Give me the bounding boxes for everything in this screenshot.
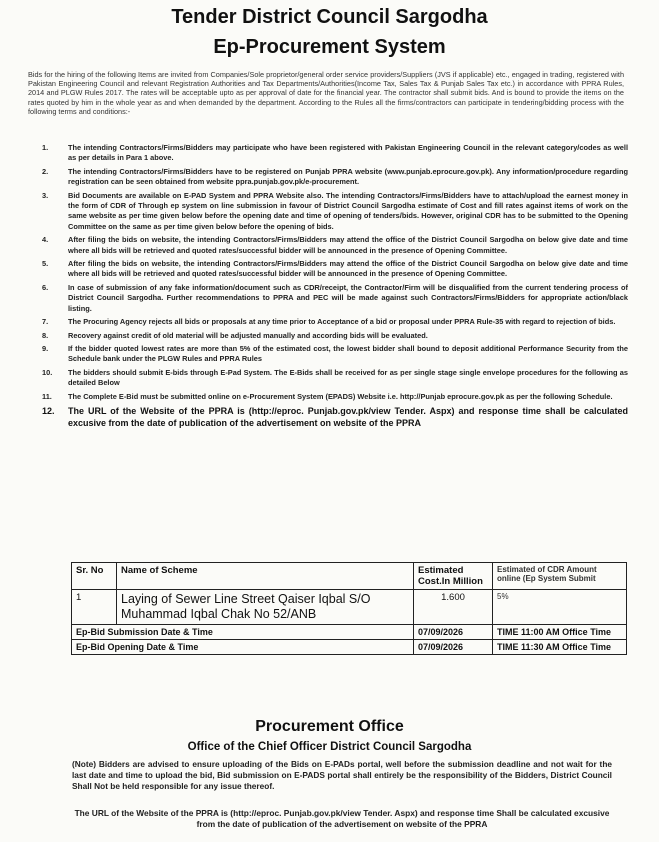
term-item [28,283,628,314]
term-text: The URL of the Website of the PPRA is (http://eproc. Punjab.gov.pk/view Tender. Aspx) and response time shall be calculated excusive from the date of publication of the advertisement on website of the PPRA [68,405,628,428]
term-number: 1. [42,143,49,152]
term-text: The Procuring Agency rejects all bids or proposals at any time prior to Acceptance of a bid or proposal under PPRA Rule-35 with regard to rejection of bids. [68,317,616,327]
term-item [28,344,628,365]
term-number: 9. [42,343,49,353]
term-number: 8. [42,330,49,340]
term-item [28,317,628,327]
table-header-row [72,563,627,590]
term-item [28,235,628,256]
office-subheading: Office of the Chief Officer District Council Sargodha [187,741,472,753]
term-item [28,259,628,280]
row-scheme-name: Laying of Sewer Line Street Qaiser Iqbal S/O Muhammad Iqbal Chak No 52/ANB [117,590,414,625]
opening-time: TIME 11:30 AM Office Time [493,640,627,655]
term-text: After filing the bids on website, the intending Contractors/Firms/Bidders may attend the office of the District Council Sargodha on below give date and time where all bids will be retrieved and quoted rates/successful bidder will be announced in the presence of Opening Committee. [68,259,628,279]
submission-label: Ep-Bid Submission Date & Time [72,625,414,640]
term-number: 12. [42,405,55,416]
term-item [28,191,628,233]
opening-date: 07/09/2026 [414,640,493,655]
term-text: The Complete E-Bid must be submitted online on e-Procurement System (EPADS) Website i.e. http://Punjab eprocure.gov.pk as per the following Schedule. [68,391,613,401]
table-row [72,590,627,625]
submission-date: 07/09/2026 [414,625,493,640]
term-text: Recovery against credit of old material will be adjusted manually and according bids will be evaluated. [68,330,428,340]
schedule-table [71,562,627,655]
term-number: 2. [42,166,49,176]
row-cost: 1.600 [414,590,493,625]
term-item [28,143,628,164]
ppra-url-footer: The URL of the Website of the PPRA is (http://eproc. Punjab.gov.pk/view Tender. Aspx) and response time Shall be calculated excusive from the date of publication of the advertisement on website of the PPRA [74,808,610,829]
term-number: 4. [42,235,49,245]
header-estimated-cost: Estimated Cost.In Million [414,563,493,590]
submission-time: TIME 11:00 AM Office Time [493,625,627,640]
term-text: In case of submission of any fake information/document such as CDR/receipt, the Contractor/Firm will be disqualified from the current tendering process of District Council Sargodha. Further recommendations to PPRA and PEC will be made against such Contractors/Firms/Bidders for appropriate action/black listing. [68,282,628,313]
bidder-note: (Note) Bidders are advised to ensure uploading of the Bids on E-PADs portal, well before the submission deadline and not wait for the last date and time to upload the bid, Bid submission on E-PADS portal shall entirely be the responsibility of the Bidders, District Council Shall Not be held responsible for any issue thereof. [72,759,612,791]
opening-label: Ep-Bid Opening Date & Time [72,640,414,655]
term-number: 6. [42,282,49,292]
term-item [28,405,628,429]
term-text: Bid Documents are available on E-PAD System and PPRA Website also. The intending Contractors/Firms/Bidders have to attach/upload the earnest money in the form of CDR of Through ep system on line submission in favour of District Council Sargodha estimate of Cost and fill rates against items of work on the same website as per time given below before the opening date and time of opening of tenders/bids. However, original CDR has to be submitted to the Opening Committee on the same as per time given below before the opening of bids. [68,190,628,231]
term-text: If the bidder quoted lowest rates are more than 5% of the estimated cost, the lowest bidder shall bound to deposit additional Performance Security from the Schedule bank under the PLGW Rules and PPRA Rules [68,343,628,364]
terms-list [28,143,628,432]
row-sr-no: 1 [72,590,117,625]
term-text: The bidders should submit E-bids through E-Pad System. The E-Bids shall be received for as per single stage single envelope procedures for the following as detailed Below [68,367,628,388]
term-text: After filing the bids on website, the intending Contractors/Firms/Bidders may attend the office of the District Council Sargodha on below give date and time where all bids will be retrieved and quoted rates/successful bidder will be announced in the presence of Opening Committee. [68,235,628,255]
opening-date-row [72,640,627,655]
term-item [28,331,628,341]
page-subtitle: Ep-Procurement System [213,36,446,58]
term-number: 7. [42,317,49,327]
term-number: 10. [42,367,53,377]
header-sr-no: Sr. No [72,563,117,590]
term-number: 3. [42,190,49,200]
procurement-office-heading: Procurement Office [255,718,404,735]
intro-paragraph: Bids for the hiring of the following Items are invited from Companies/Sole proprietor/general order service providers/Suppliers (JVS if applicable) etc., engaged in trading, registered with Pakistan Engineering Council and relevant Registration Authorities and Tax Departments/Authorities(Income Tax, Sales Tax & Punjab Sales Tax etc.) in accordance with PPRA Rules, 2014 and PLGW Rules 2017. The rates will be acceptable upto as per approval of date for the financial year. The contractor shall submit bids. And is bound to provide the items on the rates quoted by him in the whole year as and when demanded by the department. According to the Rules all the firms/contractors can participate in tendering/bidding process with the following terms and conditions:- [28,70,624,116]
term-text: The intending Contractors/Firms/Bidders may participate who have been registered with Pakistan Engineering Council in the relevant category/codes as well as per details in Para 1 above. [68,143,628,163]
page-title: Tender District Council Sargodha [171,6,488,28]
submission-date-row [72,625,627,640]
row-cdr: 5% [493,590,627,625]
term-item [28,167,628,188]
term-item [28,368,628,389]
term-number: 11. [42,391,52,401]
term-item [28,392,628,402]
header-scheme-name: Name of Scheme [117,563,414,590]
term-number: 5. [42,259,49,269]
term-text: The intending Contractors/Firms/Bidders have to be registered on Punjab PPRA website (www.punjab.eprocure.gov.pk). Any information/procedure regarding registration can be seen obtained from website ppra.punjab.gov.pk/e-procurement. [68,166,628,187]
header-cdr-amount: Estimated of CDR Amount online (Ep System Submit [493,563,627,590]
